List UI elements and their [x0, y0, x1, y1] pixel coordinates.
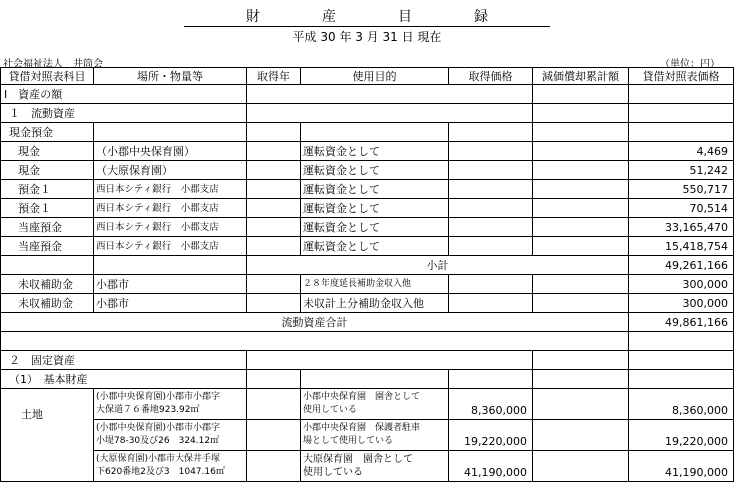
group-row — [1, 370, 734, 389]
section-row — [1, 85, 734, 104]
organization-name: 社会福祉法人 井筒会 — [3, 59, 103, 70]
table-row: (小郡中央保育園)小郡市小郡字 小堤78-30及び26 324.12㎡ 小郡中央保育園 保護者駐車 場として使用している 19,220,000 19,220,000 — [1, 420, 734, 451]
group-label: （1） 基本財産 — [1, 370, 247, 389]
header-cell: 貸借対照表価格 — [629, 68, 734, 85]
section-row — [1, 351, 734, 370]
inventory-table — [0, 67, 734, 482]
section-label: １ 流動資産 — [1, 104, 247, 123]
header-cell: 取得価格 — [449, 68, 533, 85]
current-total-value: 49,861,166 — [629, 313, 734, 332]
table-row: 土地 (小郡中央保育園)小郡市小郡字 大保道７６番地923.92㎡ 小郡中央保育園 園舎として 使用している 8,360,000 8,360,000 — [1, 389, 734, 420]
section-row — [1, 104, 734, 123]
table-row: 現金 （大原保育園） 運転資金として 51,242 — [1, 161, 734, 180]
table-row: 預金１ 西日本シティ銀行 小郡支店 運転資金として 70,514 — [1, 199, 734, 218]
header-cell: 貸借対照表科目 — [1, 68, 94, 85]
unit-label: （単位：円） — [660, 59, 720, 70]
group-label: 現金預金 — [1, 123, 94, 142]
table-row: 当座預金 西日本シティ銀行 小郡支店 運転資金として 15,418,754 — [1, 237, 734, 256]
group-row — [1, 123, 734, 142]
blank-row — [1, 332, 734, 351]
header-row — [1, 68, 734, 85]
current-total-label: 流動資産合計 — [1, 313, 629, 332]
total-row — [1, 313, 734, 332]
land-label: 土地 — [1, 389, 94, 482]
header-cell: 取得年 — [247, 68, 301, 85]
section-label: ２ 固定資産 — [1, 351, 247, 370]
table-row: 現金 （小郡中央保育園） 運転資金として 4,469 — [1, 142, 734, 161]
subtotal-value: 49,261,166 — [629, 256, 734, 275]
header-cell: 使用目的 — [301, 68, 449, 85]
table-row: 当座預金 西日本シティ銀行 小郡支店 運転資金として 33,165,470 — [1, 218, 734, 237]
subtotal-label: 小計 — [247, 256, 629, 275]
header-cell: 場所・物量等 — [94, 68, 247, 85]
section-label: Ⅰ 資産の額 — [1, 85, 247, 104]
table-row: 預金１ 西日本シティ銀行 小郡支店 運転資金として 550,717 — [1, 180, 734, 199]
header-cell: 減価償却累計額 — [533, 68, 629, 85]
table-row: 未収補助金 小郡市 ２８年度延長補助金収入他 300,000 — [1, 275, 734, 294]
date-line: 平成 30 年 3 月 31 日 現在 — [292, 30, 442, 44]
document-title: 財産目録 — [0, 6, 734, 26]
table-row: (大原保育園)小郡市大保井手塚 下620番地2及び3 1047.16㎡ 大原保育園 園舎として 使用している 41,190,000 41,190,000 — [1, 451, 734, 482]
table-row: 未収補助金 小郡市 未収計上分補助金収入他 300,000 — [1, 294, 734, 313]
subtotal-row — [1, 256, 734, 275]
